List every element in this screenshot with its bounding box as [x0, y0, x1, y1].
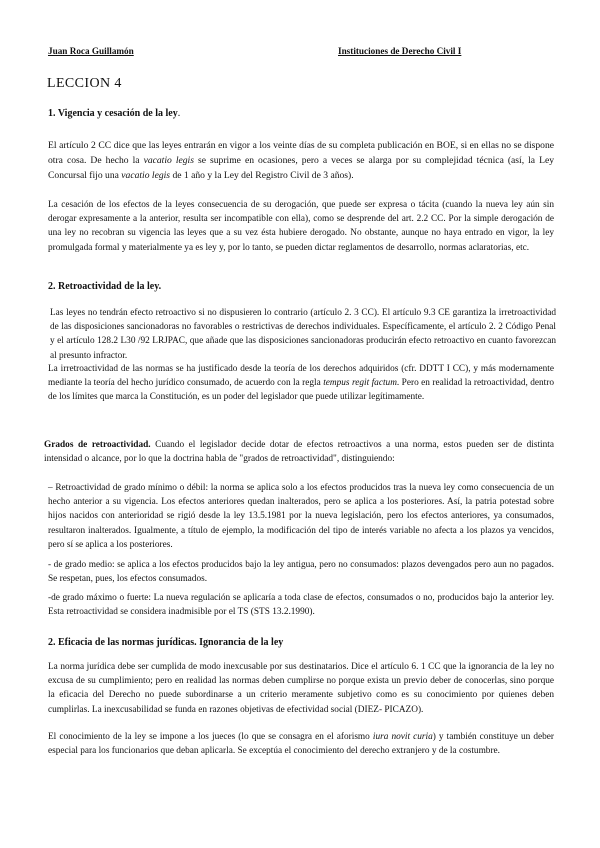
lesson-title: LECCION 4 [47, 76, 122, 91]
s1p1-text-a: El artículo 2 CC dice que las leyes entrarán en vigor a los veinte días de su completa publicación en BOE, si en ellas no se dispone otra cosa. De hecho la [48, 140, 554, 166]
s1p1-text-c: de 1 año y la Ley del Registro Civil de 3 años). [170, 170, 354, 181]
section-1-paragraph-2: La cesación de los efectos de la leyes consecuencia de su derogación, que puede ser expresa o tácita (cuando la nueva ley aún sin derogar expresamente a la anterior, resulta ser incompatible con ella), como se desprende del art. 2.2 CC. Por la simple derogación de una ley no recobran su vigencia las leyes que a su vez ésta hubiere derogado. No obstante, aunque no haya entrado en vigor, la ley promulgada formal y materialmente ya es ley y, por lo tanto, se pueden dictar reglamentos de desarrollo, normas aclaratorias, etc. [48, 200, 554, 253]
section-3-heading: 2. Eficacia de las normas jurídicas. Ignorancia de la ley [48, 637, 284, 648]
header-author: Juan Roca Guillamón [48, 46, 134, 56]
grado-medio-item: - de grado medio: se aplica a los efectos producidos bajo la ley antigua, pero no consumados: plazos devengados pero aun no pagados. Se respetan, pues, los efectos consumados. [48, 560, 554, 585]
section-1-title-end: . [177, 108, 181, 119]
grado-maximo-item: -de grado máximo o fuerte: La nueva regulación se aplicaría a toda clase de efectos, consumados o no, producidos bajo la anterior ley. Esta retroactividad se considera inadmisible por el TS (STS 13.2.1990). [48, 593, 554, 618]
section-3-paragraph-1: La norma jurídica debe ser cumplida de modo inexcusable por sus destinatarios. Dice el artículo 6. 1 CC que la ignorancia de la ley no excusa de su cumplimiento; pero en realidad las normas deben cumplirse no porque exista un previo deber de conocerlas, sino porque la eficacia del Derecho no puede subordinarse a un criterio meramente subjetivo como es su conocimiento por quienes deben cumplirlas. La inexcusabilidad se funda en razones objetivas de efectividad social (DIEZ- PICAZO). [48, 662, 554, 715]
s3p2-text-b: ) y también constituye un deber especial para los funcionarios que deban aplicarla. Se exceptúa el conocimiento del derecho extranjero y de la costumbre. [48, 732, 554, 757]
s2p2-text-a: La irretroactividad de las normas se ha justificado desde la teoría de los derechos adquiridos (cfr. DDTT I CC), y más modernamente mediante la teoría del hecho jurídico consumado, de acuerdo con la regla [48, 364, 554, 389]
grados-paragraph [44, 438, 554, 466]
s2p2-text-b: . Pero en realidad la retroactividad, dentro de los límites que marca la Constitución, es un poder del legislador que puede utilizar legítimamente. [48, 378, 554, 403]
section-1-heading [48, 108, 180, 119]
section-2-paragraph-2 [48, 362, 554, 405]
section-1-paragraph-1 [48, 138, 554, 183]
grados-heading: Grados de retroactividad. [44, 440, 151, 450]
s1p1-text-b: se suprime en ocasiones, pero a veces se alarga por su complejidad técnica (así, la Ley Concursal fijo una [48, 155, 555, 181]
s3p2-italic-1: iura novit curia [372, 732, 433, 742]
s2p2-italic-1: tempus regit factum [323, 378, 397, 389]
header-course: Instituciones de Derecho Civil I [338, 46, 462, 56]
section-2-heading: 2. Retroactividad de la ley. [48, 281, 162, 292]
s1p1-italic-2: vacatio legis [121, 170, 171, 181]
section-1-title: 1. Vigencia y cesación de la ley [48, 108, 178, 119]
section-2-paragraph-1: Las leyes no tendrán efecto retroactivo si no dispusieren lo contrario (artículo 2. 3 CC). El artículo 9.3 CE garantiza la irretroactividad de las disposiciones sancionadoras no favorables o restrictivas de derechos individuales. Específicamente, el artículo 2. 2 Código Penal y el artículo 128.2 L30 /92 LRJPAC, que añade que las disposiciones sancionadoras producirán efecto retroactivo en cuanto favorezcan al presunto infractor. [50, 308, 556, 361]
grado-minimo-item: – Retroactividad de grado mínimo o débil: la norma se aplica solo a los efectos producidos tras la nueva ley como consecuencia de un hecho anterior a su vigencia. Los efectos anteriores quedan inalterados, pero se aplica a los posteriores. Así, la patria potestad sobre hijos nacidos con anterioridad se rigió desde la ley 13.5.1981 por la nueva legislación, pero los efectos anteriores, ya consumados, resultaron inalterados. Igualmente, a título de ejemplo, la modificación del tipo de interés variable no afecta a los plazos ya vencidos, pero sí se aplica a los posteriores. [48, 483, 554, 550]
s3p2-text-a: El conocimiento de la ley se impone a los jueces (lo que se consagra en el aforismo [48, 732, 373, 742]
section-3-paragraph-2 [48, 730, 554, 758]
s1p1-italic-1: vacatio legis [143, 155, 194, 166]
grados-text: Cuando el legislador decide dotar de efectos retroactivos a una norma, estos pueden ser de distinta intensidad o alcance, por lo que la doctrina habla de "grados de retroactividad", distinguiendo: [44, 440, 554, 465]
